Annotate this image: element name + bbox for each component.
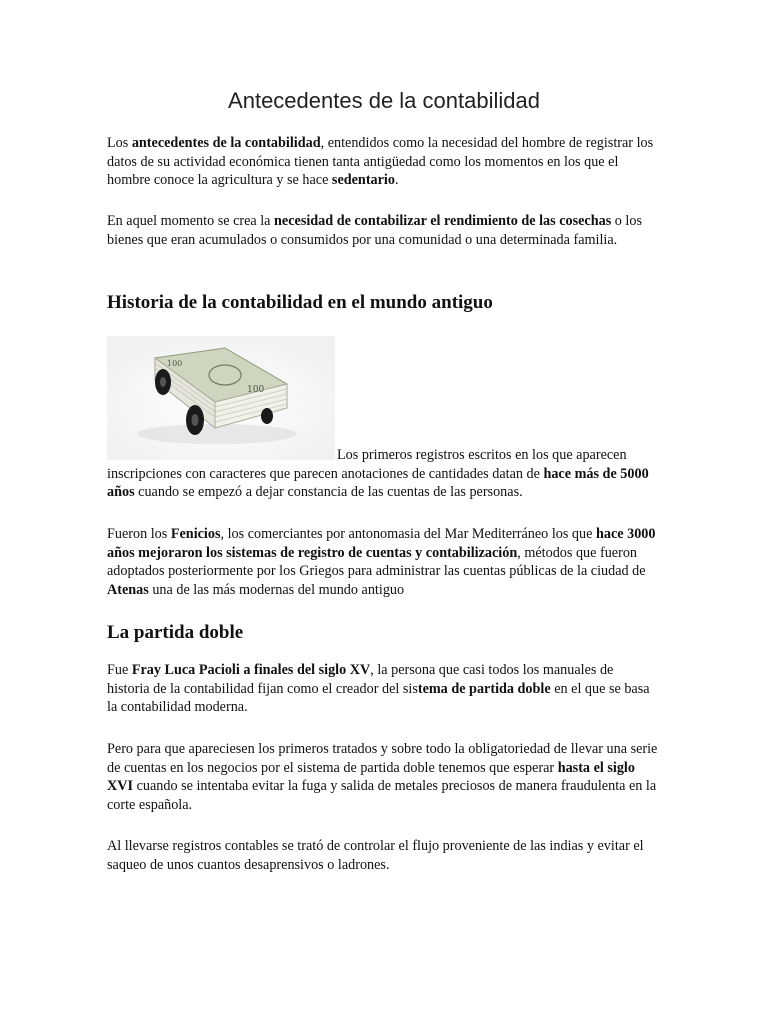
heading-historia: Historia de la contabilidad en el mundo antiguo [107, 292, 493, 313]
text-run: , métodos que fueron adoptados posteriormente por los Griegos para administrar las cuentas públicas de la ciudad de [107, 544, 646, 579]
text-run: cuando se empezó a dejar constancia de las cuentas de las personas. [134, 484, 523, 500]
paragraph-antecedentes [107, 134, 659, 190]
text-run: Los [107, 135, 132, 151]
page-title: Antecedentes de la contabilidad [228, 88, 540, 113]
paragraph-cosechas [107, 212, 659, 249]
bold-run: Fray Luca Pacioli a finales del siglo XV [131, 662, 371, 678]
text-run: . [394, 172, 399, 188]
text-run: Fue [107, 662, 132, 678]
paragraph-registros-contables [107, 837, 659, 874]
svg-text:100: 100 [247, 385, 265, 395]
paragraph-primeros-registros [107, 446, 659, 502]
text-run: Los primeros registros escritos en los que aparecen inscripciones con caracteres que parecen anotaciones de cantidades datan de [107, 447, 627, 482]
text-run: En aquel momento se crea la [107, 213, 275, 229]
bold-run: hasta el siglo XVI [107, 759, 635, 794]
bold-run: necesidad de contabilizar el rendimiento de las cosechas [274, 213, 612, 229]
bold-run: hace 3000 años mejoraron los sistemas de registro de cuentas y contabilización [107, 526, 656, 561]
paragraph-siglo-xvi [107, 740, 659, 814]
bold-run: tema de partida doble [417, 680, 551, 697]
text-run: Al llevarse registros contables se trató de controlar el flujo proveniente de las indias y evitar el saqueo de unos cuantos desaprensivos o ladrones. [107, 838, 644, 873]
paragraph-fenicios [107, 525, 659, 599]
svg-text:100: 100 [167, 359, 183, 368]
bold-run: Fenicios [170, 526, 221, 542]
bold-run: Atenas [107, 581, 149, 598]
text-run: , entendidos como la necesidad del hombre de registrar los datos de su actividad económica tienen tanta antigüedad como los momentos en los que el hombre conoce la agricultura y se hace [107, 135, 654, 188]
heading-partida-doble: La partida doble [107, 622, 244, 643]
text-run: una de las más modernas del mundo antiguo [148, 581, 405, 598]
text-run: , la persona que casi todos los manuales de historia de la contabilidad fijan como el creador del sis [107, 662, 614, 697]
text-run: Fueron los [107, 526, 171, 542]
text-run: , los comerciantes por antonomasia del Mar Mediterráneo los que [220, 526, 596, 542]
bold-run: antecedentes de la contabilidad [131, 135, 321, 151]
paragraph-pacioli [107, 661, 659, 717]
text-run: en el que se basa la contabilidad moderna. [107, 680, 650, 715]
text-run: o los bienes que eran acumulados o consumidos por una comunidad o una determinada familia. [107, 213, 642, 248]
text-run: cuando se intentaba evitar la fuga y salida de metales preciosos de manera fraudulenta en la corte española. [107, 778, 657, 813]
bold-run: sedentario [331, 172, 395, 188]
money-car-image [107, 336, 335, 460]
bold-run: hace más de 5000 años [107, 465, 649, 500]
text-run: Pero para que apareciesen los primeros tratados y sobre todo la obligatoriedad de llevar una serie de cuentas en los negocios por el sistema de partida doble tenemos que esperar [107, 741, 658, 776]
money-car-icon [107, 336, 335, 460]
